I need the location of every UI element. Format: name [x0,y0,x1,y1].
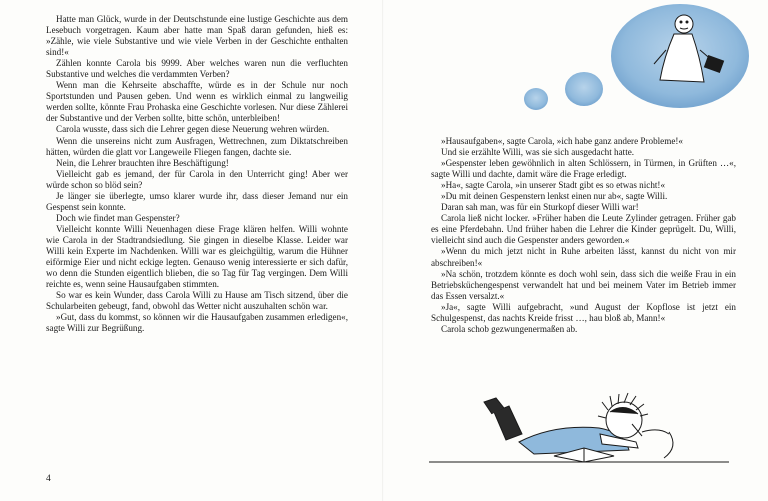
paragraph: Carola wusste, dass sich die Lehrer gegen diese Neuerung wehren würden. [56,124,330,135]
paragraph: Doch wie findet man Gespenster? [56,212,180,223]
paragraph: Daran sah man, was für ein Sturkopf dieser Willi war! [441,202,639,213]
paragraph: Vielleicht konnte Willi Neuenhagen diese Frage klären helfen. Willi wohnte wie Carola in der Stadtrandsiedlung. Sie gingen in dieselbe Klasse. Leider war Willi kein Experte im Nachdenken. Willi war es gleichgültig, warum die Hühner eiförmige Eier und nicht eckige legten. Genauso wenig interessierte er sich dafür, wo denn die Stunden eigentlich blieben, die so Tag für Tag vergingen. Dem Willi reichte es, wenn seine Hausaufgaben stimmten. [46,223,348,290]
paragraph: Hatte man Glück, wurde in der Deutschstunde eine lustige Geschichte aus dem Lesebuch vorgetragen. Kaum aber hatte man Spaß daran gefunden, hieß es: »Zähle, wie viele Substantive und wie viele Verben in der Geschichte enthalten sind!« [46,14,348,58]
paragraph: »Du mit deinen Gespenstern lenkst einen nur ab«, sagte Willi. [441,191,668,202]
raised-leg [494,406,522,440]
right-page [384,0,768,501]
paragraph: Carola ließ nicht locker. »Früher haben die Leute Zylinder getragen. Früher gab es eine Pferdebahn. Und früher haben die Lehrer die Kinder geprügelt. Du, Willi, vielleicht sind auch die Gespenster anders geworden.« [431,213,736,246]
carola-lying-illustration [424,362,734,472]
right-page-text [431,136,736,335]
paragraph: Vielleicht gab es jemand, der für Carola in den Unterricht ging! Aber wer würde schon so blöd sein? [46,168,348,190]
paragraph: Wenn die unsereins nicht zum Ausfragen, Wettrechnen, zum Diktatschreiben hätten, würden die glatt vor Langeweile Fliegen fangen, dachte sie. [46,135,348,157]
paragraph: Nein, die Lehrer brauchten ihre Beschäftigung! [56,157,229,168]
paragraph: Wenn man die Kehrseite abschaffte, würde es in der Schule nur noch Sportstunden und Pausen geben. Und wenn es wirklich einmal zu langweilig werden sollte, könnte Frau Prohaska eine Geschichte vorlesen. Nur diese Zählerei der Substantive und der Verben sollte, bitte schön, unterbleiben! [46,80,348,124]
paragraph: »Na schön, trotzdem könnte es doch wohl sein, dass sich die weiße Frau in ein Betriebsküchengespenst verwandelt hat und bei meinem Vater im Betrieb immer das Essen versalzt.« [431,268,736,301]
paragraph: Und sie erzählte Willi, was sie sich ausgedacht hatte. [441,147,635,158]
paragraph: So war es kein Wunder, dass Carola Willi zu Hause am Tisch sitzend, über die Schularbeiten gebeugt, fand, obwohl das Wetter nicht auszuhalten schön war. [46,290,348,312]
paragraph: »Wenn du mich jetzt nicht in Ruhe arbeiten lässt, kannst du nicht von mir abschreiben!« [431,246,736,268]
page-number: 4 [46,474,51,484]
paragraph: »Ja«, sagte Willi aufgebracht, »und August der Kopflose ist jetzt ein Schulgespenst, das nachts Kreide frisst …, hau bloß ab, Mann!« [431,301,736,323]
left-page-text [46,14,348,334]
paragraph: Carola schob gezwungenermaßen ab. [441,323,578,334]
medium-thought-bubble [565,72,603,106]
ghost-thought-bubble-illustration [514,2,764,122]
paragraph: Je länger sie überlegte, umso klarer wurde ihr, dass dieser Jemand nur ein Gespenst sein konnte. [46,190,348,212]
paragraph: »Ha«, sagte Carola, »in unserer Stadt gibt es so etwas nicht!« [441,180,666,191]
paragraph: »Hausaufgaben«, sagte Carola, »ich habe ganz andere Probleme!« [441,136,683,146]
paragraph: »Gespenster leben gewöhnlich in alten Schlössern, in Türmen, in Grüften …«, sagte Willi und dachte, damit wäre die Frage erledigt. [431,158,736,180]
small-thought-bubble [524,88,548,110]
paragraph: Zählen konnte Carola bis 9999. Aber welches waren nun die verfluchten Substantive und welches die verdammten Verben? [46,58,348,80]
paragraph: »Gut, dass du kommst, so können wir die Hausaufgaben zusammen erledigen«, sagte Willi zur Begrüßung. [46,312,348,334]
